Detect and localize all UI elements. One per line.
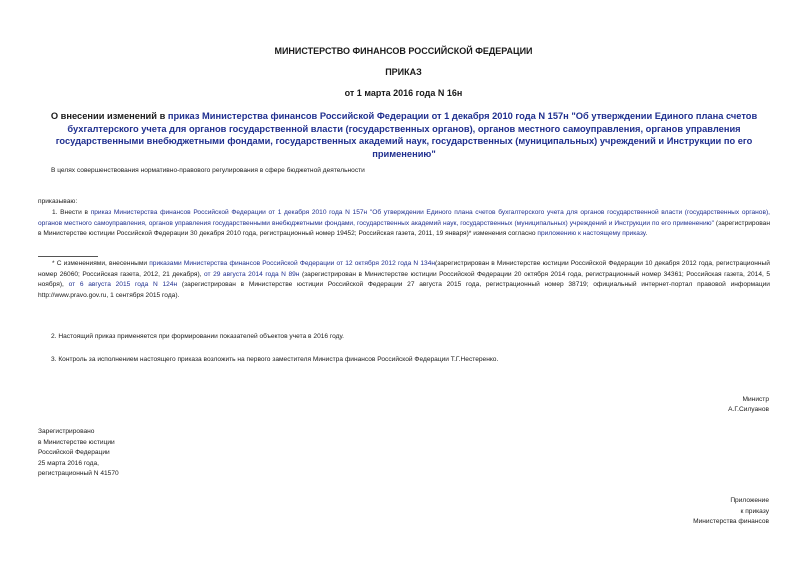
doc-date-number: от 1 марта 2016 года N 16н [344, 88, 463, 98]
registration-line-3: Российской Федерации [38, 449, 110, 457]
title-prefix: О внесении изменений в [50, 111, 168, 121]
title-link[interactable]: приказ Министерства финансов Российской Федерации от 1 декабря 2010 года N 157н "Об утверждении Единого плана счетов бухгалтерского учета для органов государственной власти (государственных органов), органов местного самоуправления, органов управления государственными внебюджетными фондами, государственных академий наук, государственных (муниципальных) учреждений и Инструкции по его применению" [55, 111, 758, 159]
appendix-block [600, 496, 769, 528]
registration-line-1: Зарегистрировано [38, 428, 95, 435]
document-title [28, 110, 780, 160]
doc-type-heading: ПРИКАЗ [385, 67, 422, 77]
footnote [38, 259, 770, 301]
appendix-line-3: Министерства финансов [693, 518, 769, 526]
item-2: 2. Настоящий приказ применяется при формировании показателей объектов учета в 2016 году. [51, 333, 344, 340]
footnote-text-3: (зарегистрирован в Министерстве юстиции Российской Федерации 20 октября 2014 года, регистрационный номер 34361; Российская газета, 2014, 5 ноября), [38, 270, 771, 289]
item-1-middle: (зарегистрирован в Министерстве юстиции Российской Федерации 30 декабря 2010 года, регистрационный номер 19452; Российская газета, 2011, 19 января)* изменения согласно [38, 219, 770, 238]
item-1-end: . [645, 230, 648, 238]
signature-name: А.Г.Силуанов [728, 406, 769, 413]
item-1-link[interactable]: приказ Министерства финансов Российской Федерации от 1 декабря 2010 года N 157н "Об утверждении Единого плана счетов бухгалтерского учета для органов государственной власти (государственных органов), органов местного самоуправления, органов управления государственными внебюджетными фондами, государственных академий наук, государственных (муниципальных) учреждений и Инструкции по его применению" [38, 209, 770, 227]
item-1 [38, 208, 770, 240]
item-1-prefix: 1. Внести в [52, 209, 91, 216]
item-3: 3. Контроль за исполнением настоящего приказа возложить на первого заместителя Министра финансов Российской Федерации Т.Г.Нестеренко. [51, 356, 499, 363]
footnote-link-2[interactable]: от 29 августа 2014 года N 89н [204, 270, 300, 278]
footnote-link-3[interactable]: от 6 августа 2015 года N 124н [68, 281, 178, 289]
registration-line-2: в Министерстве юстиции [38, 438, 115, 446]
registration-line-4: 25 марта 2016 года, [38, 459, 99, 467]
ministry-heading: МИНИСТЕРСТВО ФИНАНСОВ РОССИЙСКОЙ ФЕДЕРАЦИИ [274, 46, 533, 56]
preamble: В целях совершенствования нормативно-правового регулирования в сфере бюджетной деятельности [51, 167, 365, 174]
registration-line-5: регистрационный N 41570 [38, 470, 119, 478]
registration-block [38, 427, 238, 480]
appendix-line-2: к приказу [740, 507, 769, 515]
footnote-text-2: (зарегистрирован в Министерстве юстиции Российской Федерации 10 декабря 2012 года, регистрационный номер 26060; Российская газета, 2012, 21 декабря), [38, 260, 770, 278]
footnote-text-4: (зарегистрирован в Министерстве юстиции Российской Федерации 27 августа 2015 года, регистрационный номер 38719; официальный интернет-портал правовой информации http://www.pravo.gov.ru, 1 сентября 2015 года). [38, 281, 770, 299]
appendix-line-1: Приложение [730, 497, 769, 504]
signature-position: Министр [742, 396, 769, 403]
footnote-separator [38, 256, 98, 257]
order-word: приказываю: [38, 198, 78, 205]
footnote-text-1: * С изменениями, внесенными [52, 260, 150, 267]
item-1-appendix-link[interactable]: приложению к настоящему приказу [537, 230, 646, 238]
footnote-link-1[interactable]: приказами Министерства финансов Российской Федерации от 12 октября 2012 года N 134н [149, 260, 435, 267]
